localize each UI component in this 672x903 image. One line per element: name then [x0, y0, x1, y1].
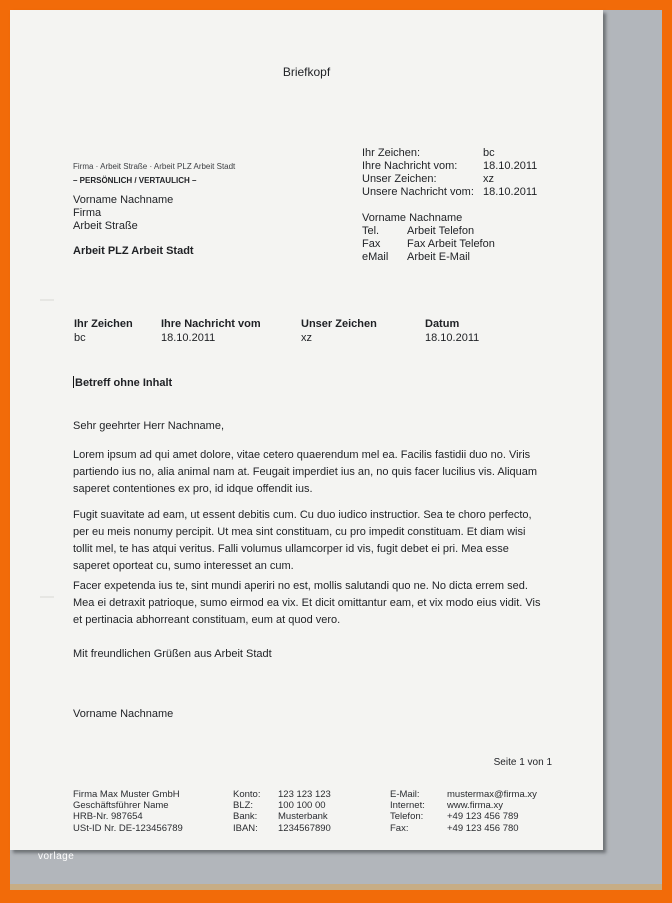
reference-header: Datum — [425, 318, 460, 330]
footer-row — [233, 823, 331, 834]
reference-value: xz — [301, 332, 312, 344]
contact-row — [362, 225, 537, 238]
reference-info-block — [362, 147, 537, 264]
reference-value: 18.10.2011 — [161, 332, 216, 344]
subject-line — [73, 376, 172, 389]
footer-value: 1234567890 — [278, 822, 331, 834]
footer-label: Konto: — [233, 789, 261, 800]
recipient-name: Vorname Nachname — [73, 194, 174, 206]
footer-row — [390, 823, 537, 834]
footer-label: Internet: — [390, 800, 425, 812]
info-value: 18.10.2011 — [483, 160, 538, 172]
reference-header: Unser Zeichen — [301, 318, 377, 330]
salutation: Sehr geehrter Herr Nachname, — [73, 420, 225, 432]
footer-row — [233, 789, 331, 800]
footer-company-column — [73, 789, 183, 834]
footer-value: +49 123 456 780 — [447, 822, 519, 834]
reference-header: Ihre Nachricht vom — [161, 318, 261, 330]
fold-mark — [40, 596, 54, 598]
recipient-street: Arbeit Straße — [73, 220, 138, 232]
return-address-line: Firma · Arbeit Straße · Arbeit PLZ Arbeit Stadt — [73, 162, 236, 171]
footer-value: 123 123 123 — [278, 789, 331, 800]
footer-company-name: Firma Max Muster GmbH — [73, 789, 180, 800]
confidential-notice: – PERSÖNLICH / VERTAULICH – — [73, 176, 197, 185]
body-paragraph: Fugit suavitate ad eam, ut essent debitis cum. Cu duo iudico instructior. Sea te choro perfecto, per eu meis nonumy percipit. Ut mea sint constituam, cu pro impedit constituam. Et diam wisi tollit mel, te has atqui veritus. Falli volumus ullamcorper id vis, fugit debet ei pri. Mea esse saperet oporteat cu, sumo interesset an cum. — [73, 509, 532, 572]
letter-page — [10, 10, 603, 850]
info-label: Unser Zeichen: — [362, 173, 437, 185]
subject-text: Betreff ohne Inhalt — [75, 377, 173, 389]
contact-label: Tel. — [362, 225, 380, 237]
footer-label: IBAN: — [233, 822, 258, 834]
contact-row — [362, 251, 537, 264]
info-value: bc — [483, 147, 495, 159]
info-value: 18.10.2011 — [483, 186, 538, 198]
footer-hrb: HRB-Nr. 987654 — [73, 811, 143, 823]
contact-value: Arbeit E-Mail — [407, 251, 470, 263]
footer-label: Telefon: — [390, 811, 424, 823]
recipient-city: Arbeit PLZ Arbeit Stadt — [73, 245, 194, 257]
footer-value: 100 100 00 — [278, 800, 326, 812]
footer-row — [390, 800, 537, 811]
contact-label: Fax — [362, 238, 381, 250]
body-paragraph: Facer expetenda ius te, sint mundi aperiri no est, mollis salutandi quo ne. No dicta errem sed. Mea ei detraxit patrioque, sumo eirmod ea vix. Et dicit omittantur eam, et vix modo eius vidit. Vis et pertinacia abhorreant constituam, eum at quod vero. — [73, 580, 541, 626]
footer-value: +49 123 456 789 — [447, 811, 519, 823]
footer-label: E-Mail: — [390, 789, 420, 800]
footer-row — [233, 800, 331, 811]
info-label: Ihre Nachricht vom: — [362, 160, 458, 172]
info-row — [362, 160, 537, 173]
reference-value: bc — [74, 332, 86, 344]
contact-label: eMail — [362, 251, 389, 263]
footer-row — [233, 811, 331, 822]
watermark-label: vorlage — [38, 851, 75, 862]
info-value: xz — [483, 173, 494, 185]
info-label: Ihr Zeichen: — [362, 147, 421, 159]
reference-column — [301, 317, 377, 345]
info-row — [362, 147, 537, 160]
reference-header: Ihr Zeichen — [74, 318, 133, 330]
page-number: Seite 1 von 1 — [493, 757, 552, 768]
footer-value: Musterbank — [278, 811, 328, 823]
footer-bank-column — [233, 789, 331, 834]
contact-value: Arbeit Telefon — [407, 225, 475, 237]
footer-row — [390, 811, 537, 822]
footer-ceo: Geschäftsführer Name — [73, 800, 169, 812]
footer-label: Fax: — [390, 822, 409, 834]
fold-mark — [40, 299, 54, 301]
bottom-accent-line — [10, 884, 662, 890]
sender-contact-name: Vorname Nachname — [362, 212, 463, 224]
footer-contact-column — [390, 789, 537, 834]
footer-ustid: USt-ID Nr. DE-123456789 — [73, 822, 183, 834]
body-paragraph: Lorem ipsum ad qui amet dolore, vitae cetero quaerendum mel ea. Facilis fastidii duo no. Viris partiendo ius no, alia animal nam at. Feugait imperdiet ius an, no quis facer lucilius vis. Aliquam saperet contentiones ex pro, id idque offendit ius. — [73, 449, 538, 495]
reference-value: 18.10.2011 — [425, 332, 480, 344]
footer-label: Bank: — [233, 811, 258, 823]
reference-column — [74, 317, 133, 345]
text-cursor — [73, 376, 74, 388]
footer-value: www.firma.xy — [447, 800, 503, 812]
closing-line: Mit freundlichen Grüßen aus Arbeit Stadt — [73, 648, 272, 660]
contact-value: Fax Arbeit Telefon — [407, 238, 495, 250]
info-row — [362, 186, 537, 199]
info-row — [362, 173, 537, 186]
reference-column — [425, 317, 479, 345]
info-label: Unsere Nachricht vom: — [362, 186, 474, 198]
signature-name: Vorname Nachname — [73, 708, 174, 720]
contact-row — [362, 238, 537, 251]
recipient-address-block — [73, 160, 235, 258]
footer-label: BLZ: — [233, 800, 254, 812]
footer-value: mustermax@firma.xy — [447, 789, 537, 800]
recipient-company: Firma — [73, 207, 102, 219]
reference-column — [161, 317, 261, 345]
footer-row — [390, 789, 537, 800]
letterhead-title: Briefkopf — [282, 65, 331, 79]
